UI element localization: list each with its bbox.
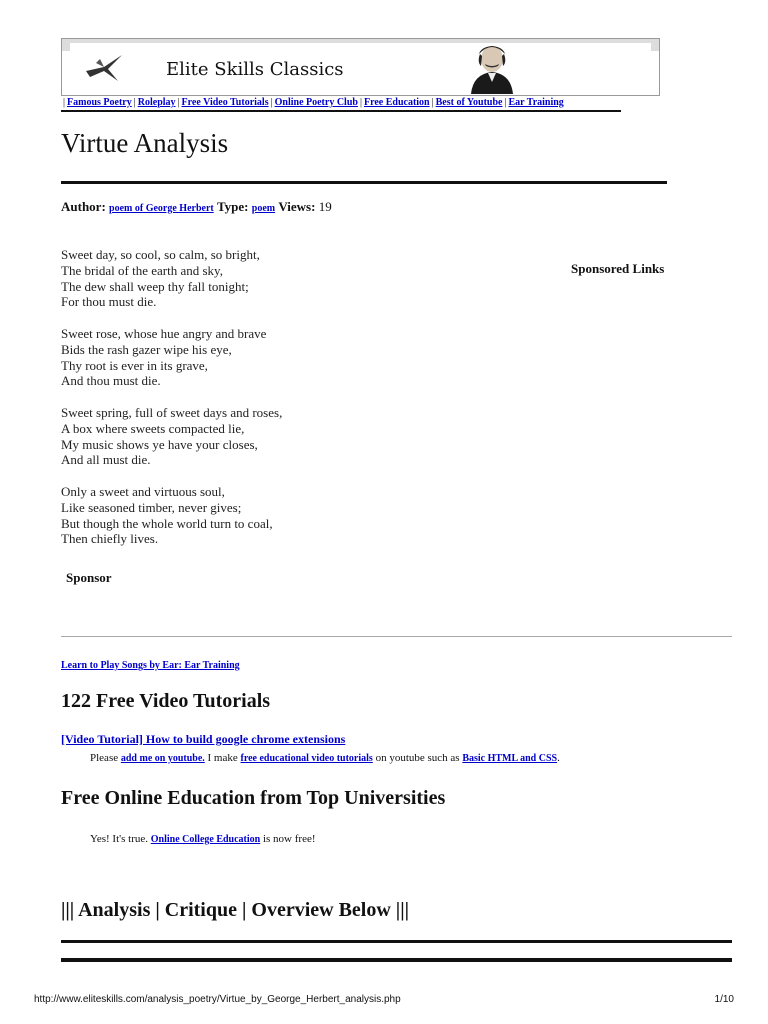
poem-line: Like seasoned timber, never gives; [61,499,242,515]
main-nav: | Famous Poetry | Roleplay | Free Video Tutorials | Online Poetry Club | Free Education | Best of Youtube | Ear Training [63,97,564,108]
nav-best-of-youtube[interactable]: Best of Youtube [435,97,503,108]
author-link[interactable]: poem of George Herbert [109,203,214,214]
poem-line: Sweet rose, whose hue angry and brave [61,325,267,341]
text-period: . [557,752,560,764]
poem-line: Thy root is ever in its grave, [61,357,208,373]
poem-line: But though the whole world turn to coal, [61,515,273,531]
poem-line: Sweet spring, full of sweet days and roses, [61,404,283,420]
add-me-youtube-link[interactable]: add me on youtube. [120,753,205,764]
nav-famous-poetry[interactable]: Famous Poetry [67,97,132,108]
type-link[interactable]: poem [251,203,276,214]
analysis-heading: ||| Analysis | Critique | Overview Below ||| [61,899,409,921]
online-college-education-link[interactable]: Online College Education [150,834,261,845]
site-name: Elite Skills Classics [166,59,344,80]
print-page-number: 1/10 [714,994,734,1005]
poem-line: A box where sweets compacted lie, [61,420,245,436]
analysis-divider-top [61,940,732,943]
poem-line: Only a sweet and virtuous soul, [61,483,225,499]
poem-stanza [61,326,282,389]
page-title: Virtue Analysis [61,128,229,158]
title-divider [61,181,667,184]
nav-divider [61,110,621,112]
text-on-youtube: on youtube such as [375,752,460,764]
text-please: Please [90,752,119,764]
poem-text [61,247,282,563]
poem-stanza [61,247,282,310]
poem-line: My music shows ye have your closes, [61,436,258,452]
nav-free-education[interactable]: Free Education [363,97,430,108]
nav-ear-training[interactable]: Ear Training [508,97,564,108]
nav-online-poetry-club[interactable]: Online Poetry Club [274,97,358,108]
poet-portrait-icon [457,42,527,94]
sponsored-links-label: Sponsored Links [571,261,665,276]
bird-logo-icon [84,53,124,83]
chrome-extensions-tutorial-link[interactable]: [Video Tutorial] How to build google chrome extensions [61,732,346,746]
nav-roleplay[interactable]: Roleplay [137,97,176,108]
type-label: Type: [216,199,249,214]
nav-free-video-tutorials[interactable]: Free Video Tutorials [181,97,269,108]
ear-training-link[interactable]: Learn to Play Songs by Ear: Ear Training [61,660,240,671]
education-heading: Free Online Education from Top Universities [61,787,446,809]
text-i-make: I make [207,752,238,764]
poem-line: And all must die. [61,452,151,468]
poem-line: For thou must die. [61,294,157,310]
section-divider [61,636,732,637]
poem-stanza [61,405,282,468]
poem-line: And thou must die. [61,373,161,389]
views-count: 19 [318,199,332,214]
poem-line: Then chiefly lives. [61,531,159,547]
free-tutorials-link[interactable]: free educational video tutorials [240,753,373,764]
poem-line: The dew shall weep thy fall tonight; [61,278,249,294]
tutorials-heading: 122 Free Video Tutorials [61,690,271,712]
site-banner[interactable] [61,38,660,96]
text-yes: Yes! It's true. [90,833,149,845]
poem-meta [61,199,332,215]
author-label: Author: [61,199,106,214]
views-label: Views: [278,199,316,214]
poem-line: The bridal of the earth and sky, [61,262,223,278]
text-now-free: is now free! [262,833,316,845]
tutorials-paragraph [90,752,560,764]
education-paragraph [90,833,316,845]
poem-line: Sweet day, so cool, so calm, so bright, [61,247,260,262]
basic-html-css-link[interactable]: Basic HTML and CSS [462,753,558,764]
print-url: http://www.eliteskills.com/analysis_poetry/Virtue_by_George_Herbert_analysis.php [34,994,401,1005]
poem-stanza [61,484,282,547]
poem-line: Bids the rash gazer wipe his eye, [61,341,232,357]
analysis-divider-bottom [61,958,732,962]
sponsor-label: Sponsor [66,570,112,585]
